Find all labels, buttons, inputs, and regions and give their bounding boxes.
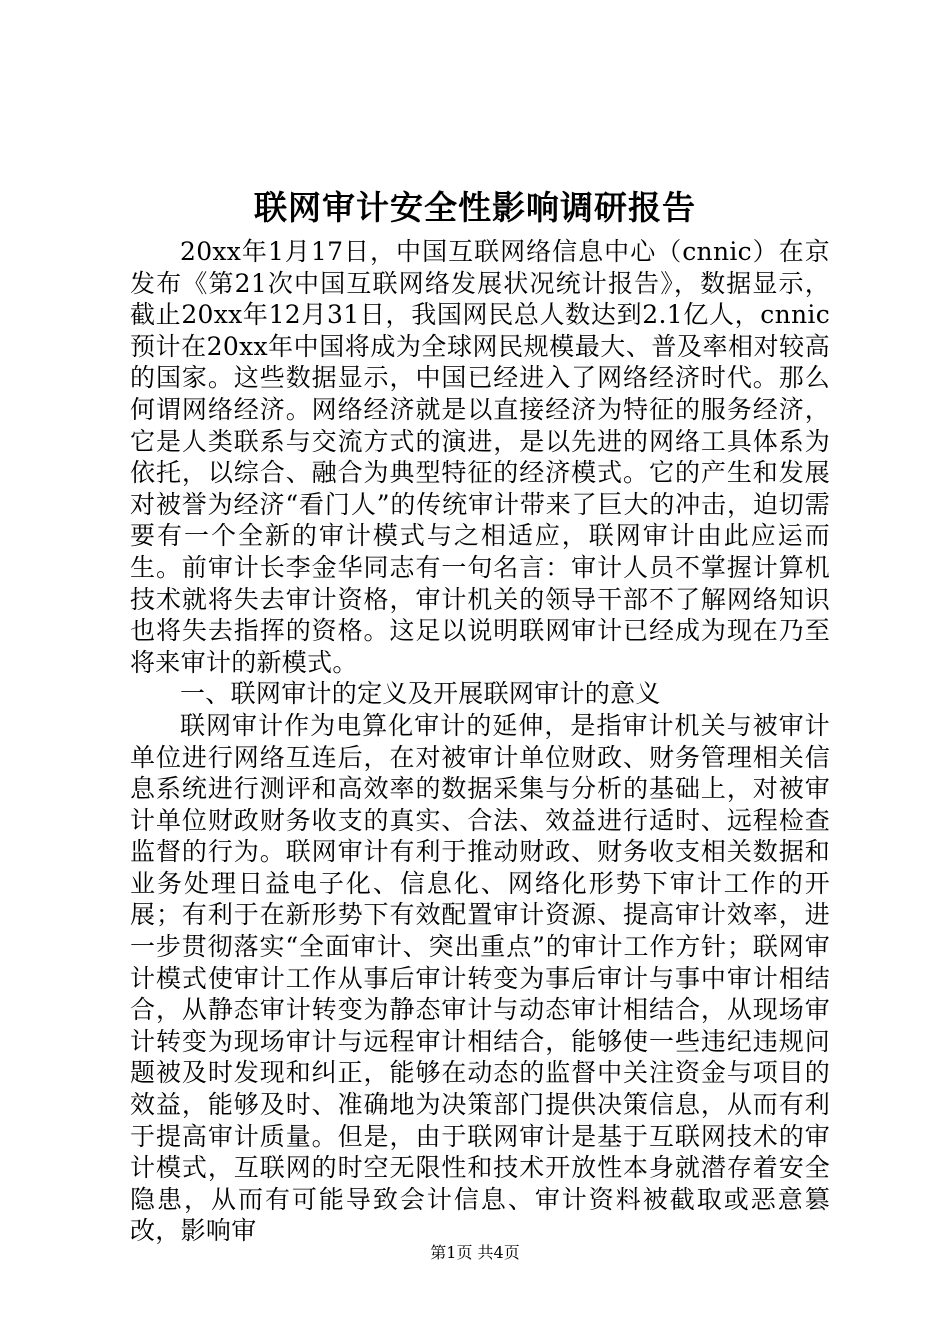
page-footer: 第1页 共4页 <box>430 1243 520 1262</box>
document-body <box>130 236 830 1247</box>
section-heading: 一、联网审计的定义及开展联网审计的意义 <box>180 679 661 709</box>
paragraph-definition: 联网审计作为电算化审计的延伸，是指审计机关与被审计单位进行网络互连后，在对被审计单位财政、财务管理相关信息系统进行测评和高效率的数据采集与分析的基础上，对被审计单位财政财务收支的真实、合法、效益进行适时、远程检查监督的行为。联网审计有利于推动财政、财务收支相关数据和业务处理日益电子化、信息化、网络化形势下审计工作的开展；有利于在新形势下有效配置审计资源、提高审计效率，进一步贯彻落实“全面审计、突出重点”的审计工作方针；联网审计模式使审计工作从事后审计转变为事后审计与事中审计相结合，从静态审计转变为静态审计与动态审计相结合，从现场审计转变为现场审计与远程审计相结合，能够使一些违纪违规问题被及时发现和纠正，能够在动态的监督中关注资金与项目的效益，能够及时、准确地为决策部门提供决策信息，从而有利于提高审计质量。但是，由于联网审计是基于互联网技术的审计模式，互联网的时空无限性和技术开放性本身就潜存着安全隐患，从而有可能导致会计信息、审计资料被截取或恶意篡改，影响审 <box>130 710 830 1246</box>
paragraph-intro: 20xx年1月17日，中国互联网络信息中心（cnnic）在京发布《第21次中国互联网络发展状况统计报告》，数据显示，截止20xx年12月31日，我国网民总人数达到2.1亿人，cnnic预计在20xx年中国将成为全球网民规模最大、普及率相对较高的国家。这些数据显示，中国已经进入了网络经济时代。那么何谓网络经济。网络经济就是以直接经济为特征的服务经济，它是人类联系与交流方式的演进，是以先进的网络工具体系为依托，以综合、融合为典型特征的经济模式。它的产生和发展对被誉为经济“看门人”的传统审计带来了巨大的冲击，迫切需要有一个全新的审计模式与之相适应，联网审计由此应运而生。前审计长李金华同志有一句名言：审计人员不掌握计算机技术就将失去审计资格，审计机关的领导干部不了解网络知识也将失去指挥的资格。这足以说明联网审计已经成为现在乃至将来审计的新模式。 <box>130 237 830 677</box>
document-title: 联网审计安全性影响调研报告 <box>254 188 696 227</box>
